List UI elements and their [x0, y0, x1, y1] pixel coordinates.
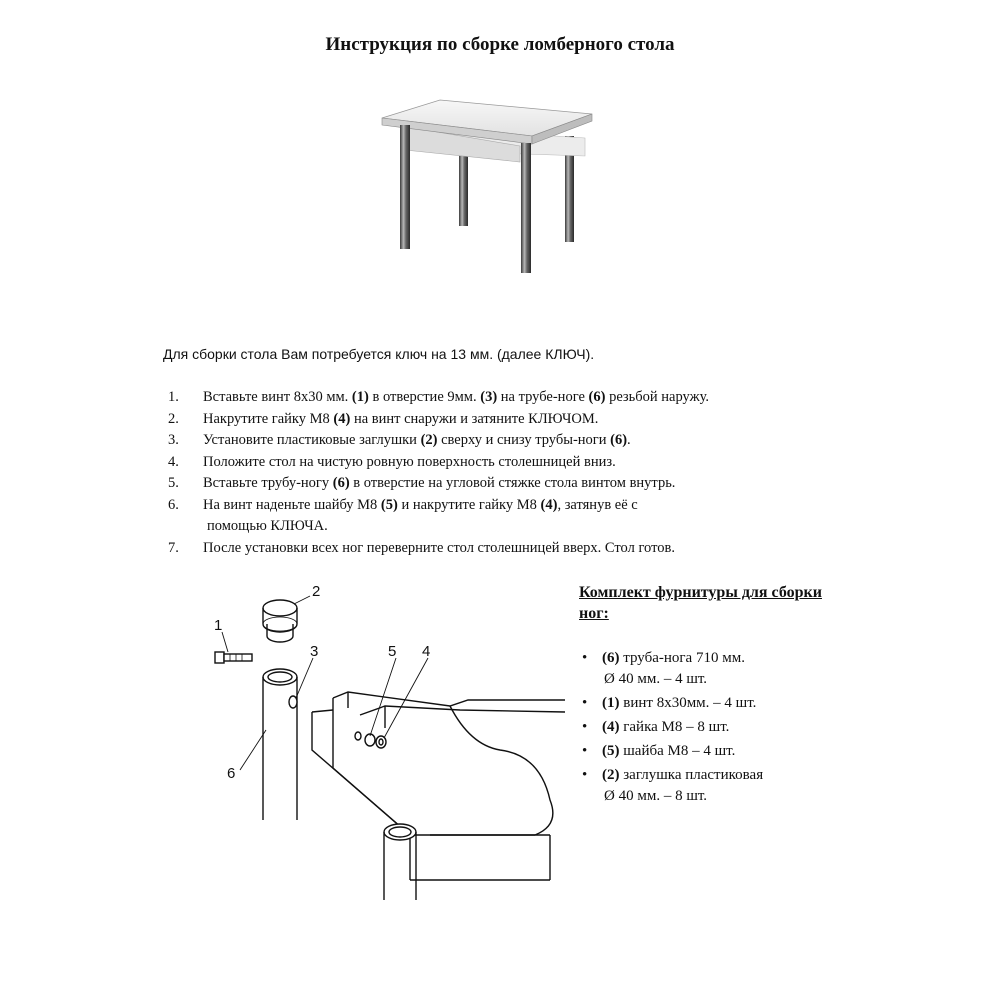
assembly-diagram — [200, 580, 570, 900]
assembly-steps — [168, 387, 868, 559]
bolt-part — [215, 652, 252, 663]
step-number: 2. — [168, 410, 179, 427]
step-item: 7. После установки всех ног переверните стол столешницей вверх. Стол готов. — [168, 538, 868, 560]
step-item: 4. Положите стол на чистую ровную поверхность столешницей вниз. — [168, 452, 868, 474]
step-item: 5. Вставьте трубу-ногу (6) в отверстие на угловой стяжке стола винтом внутрь. — [168, 473, 868, 495]
label-6: 6 — [227, 765, 236, 782]
cap-part — [263, 600, 297, 642]
label-2: 2 — [312, 583, 321, 600]
kit-title: Комплект фурнитуры для сборки ног: — [579, 584, 822, 622]
step-number: 5. — [168, 475, 179, 491]
page-title: Инструкция по сборке ломберного стола — [325, 34, 675, 55]
tube-leg-part — [263, 669, 297, 820]
step-item: 6. На винт наденьте шайбу М8 (5) и накрутите гайку М8 (4), затянув её с помощью КЛЮЧА. — [168, 495, 868, 538]
step-item: 2. Накрутите гайку М8 (4) на винт снаружи и затяните КЛЮЧОМ. — [168, 409, 868, 431]
step-continuation: помощью КЛЮЧА. — [207, 518, 328, 534]
tube-leg-installed — [384, 824, 416, 900]
kit-item: • (5) шайба М8 – 4 шт. — [582, 741, 763, 762]
table-photo — [380, 98, 595, 276]
kit-item: • (4) гайка М8 – 8 шт. — [582, 717, 763, 738]
step-number: 7. — [168, 539, 179, 556]
step-number: 3. — [168, 432, 179, 448]
kit-item: • (1) винт 8х30мм. – 4 шт. — [582, 693, 763, 714]
label-3: 3 — [310, 643, 319, 660]
intro-text: Для сборки стола Вам потребуется ключ на 13 мм. (далее КЛЮЧ). — [163, 346, 595, 362]
label-5: 5 — [388, 643, 397, 660]
kit-item: • (6) труба-нога 710 мм. Ø 40 мм. – 4 шт. — [582, 648, 763, 690]
step-item: 1. Вставьте винт 8х30 мм. (1) в отверстие 9мм. (3) на трубе-ноге (6) резьбой наружу. — [168, 387, 868, 409]
step-number: 4. — [168, 453, 179, 470]
table-frame — [312, 692, 565, 880]
label-1: 1 — [214, 617, 223, 634]
kit-list — [582, 648, 763, 810]
label-4: 4 — [422, 643, 431, 660]
kit-item: • (2) заглушка пластиковая Ø 40 мм. – 8 шт. — [582, 765, 763, 807]
step-item: 3. Установите пластиковые заглушки (2) сверху и снизу трубы-ноги (6). — [168, 430, 868, 452]
step-number: 6. — [168, 496, 179, 513]
step-number: 1. — [168, 389, 179, 405]
